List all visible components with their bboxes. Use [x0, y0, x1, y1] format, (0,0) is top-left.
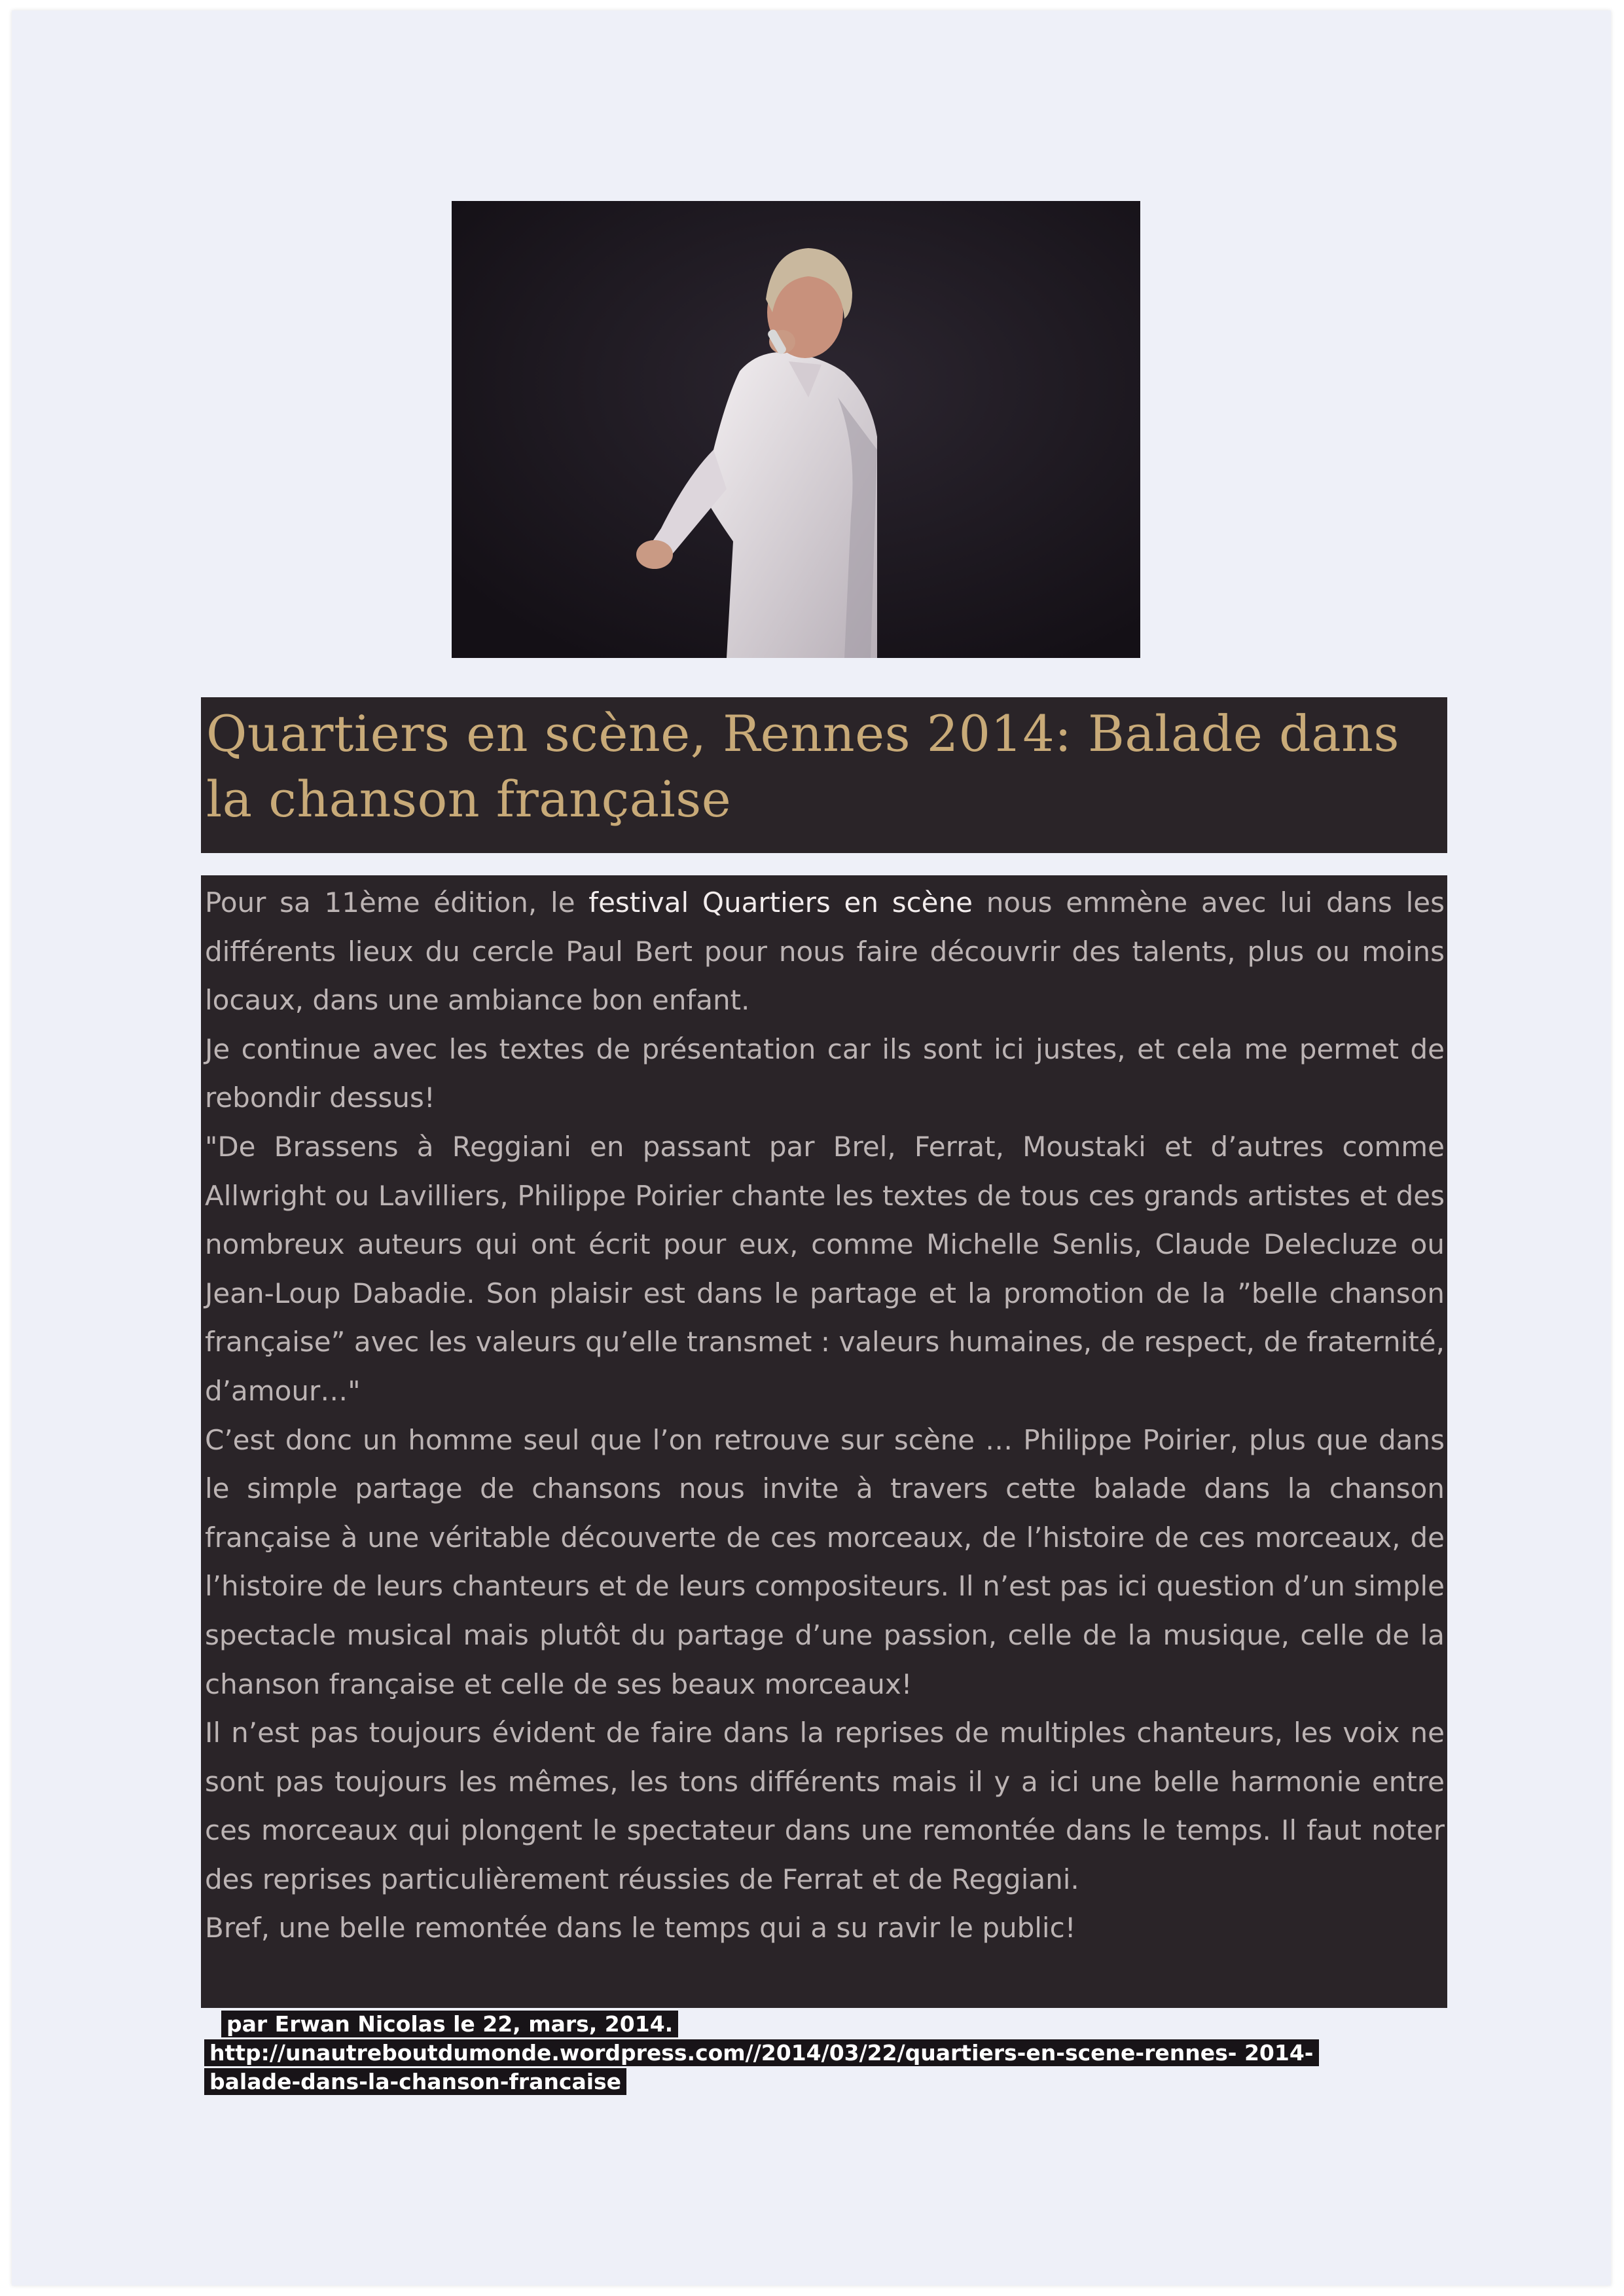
source-url-line-2[interactable]: balade-dans-la-chanson-francaise: [204, 2068, 626, 2095]
paragraph-presentation: Je continue avec les textes de présentation car ils sont ici justes, et cela me permet de rebondir dessus!: [205, 1032, 1445, 1114]
source-url-line-1[interactable]: http://unautreboutdumonde.wordpress.com//2014/03/22/quartiers-en-scene-rennes- 2014-: [204, 2039, 1319, 2066]
photo-illustration: [452, 201, 1140, 658]
festival-link[interactable]: festival Quartiers en scène: [588, 886, 973, 919]
paragraph-conclusion: Bref, une belle remontée dans le temps qui a su ravir le public!: [205, 1912, 1076, 1944]
byline: [204, 2010, 1382, 2096]
title-banner: [201, 697, 1447, 853]
article-title: Quartiers en scène, Rennes 2014: Balade dans la chanson française: [206, 704, 1399, 828]
paragraph-intro-end: nous emmène avec lui dans les différents lieux du cercle Paul Bert pour nous faire découvrir des talents, plus ou moins locaux, dans une ambiance bon enfant.: [205, 886, 1445, 1017]
author-line: par Erwan Nicolas le 22, mars, 2014.: [221, 2011, 678, 2037]
article-body: [201, 879, 1447, 1953]
paragraph-quote: "De Brassens à Reggiani en passant par Brel, Ferrat, Moustaki et d’autres comme Allwright ou Lavilliers, Philippe Poirier chante les textes de tous ces grands artistes et des nombreux auteurs qui ont écrit pour eux, comme Michelle Senlis, Claude Delecluze ou Jean-Loup Dabadie. Son plaisir est dans le partage et la promotion de la ”belle chanson française” avec les valeurs qu’elle transmet : valeurs humaines, de respect, de fraternité, d’amour…": [205, 1130, 1445, 1407]
singer-photo: [452, 201, 1140, 658]
paragraph-harmony: Il n’est pas toujours évident de faire dans la reprises de multiples chanteurs, les voix ne sont pas toujours les mêmes, les tons différents mais il y a ici une belle harmonie entre ces morceaux qui plongent le spectateur dans une remontée dans le temps. Il faut noter des reprises particulièrement réussies de Ferrat et de Reggiani.: [205, 1717, 1445, 1895]
paragraph-intro-start: Pour sa 11ème édition, le: [205, 886, 589, 919]
paragraph-performance: C’est donc un homme seul que l’on retrouve sur scène … Philippe Poirier, plus que dans le simple partage de chansons nous invite à travers cette balade dans la chanson française à une véritable découverte de ces morceaux, de l’histoire de ces morceaux, de l’histoire de leurs chanteurs et de leurs compositeurs. Il n’est pas ici question d’un simple spectacle musical mais plutôt du partage d’une passion, celle de la musique, celle de la chanson française et celle de ses beaux morceaux!: [205, 1423, 1445, 1700]
paragraph-intro: [205, 879, 1445, 1025]
